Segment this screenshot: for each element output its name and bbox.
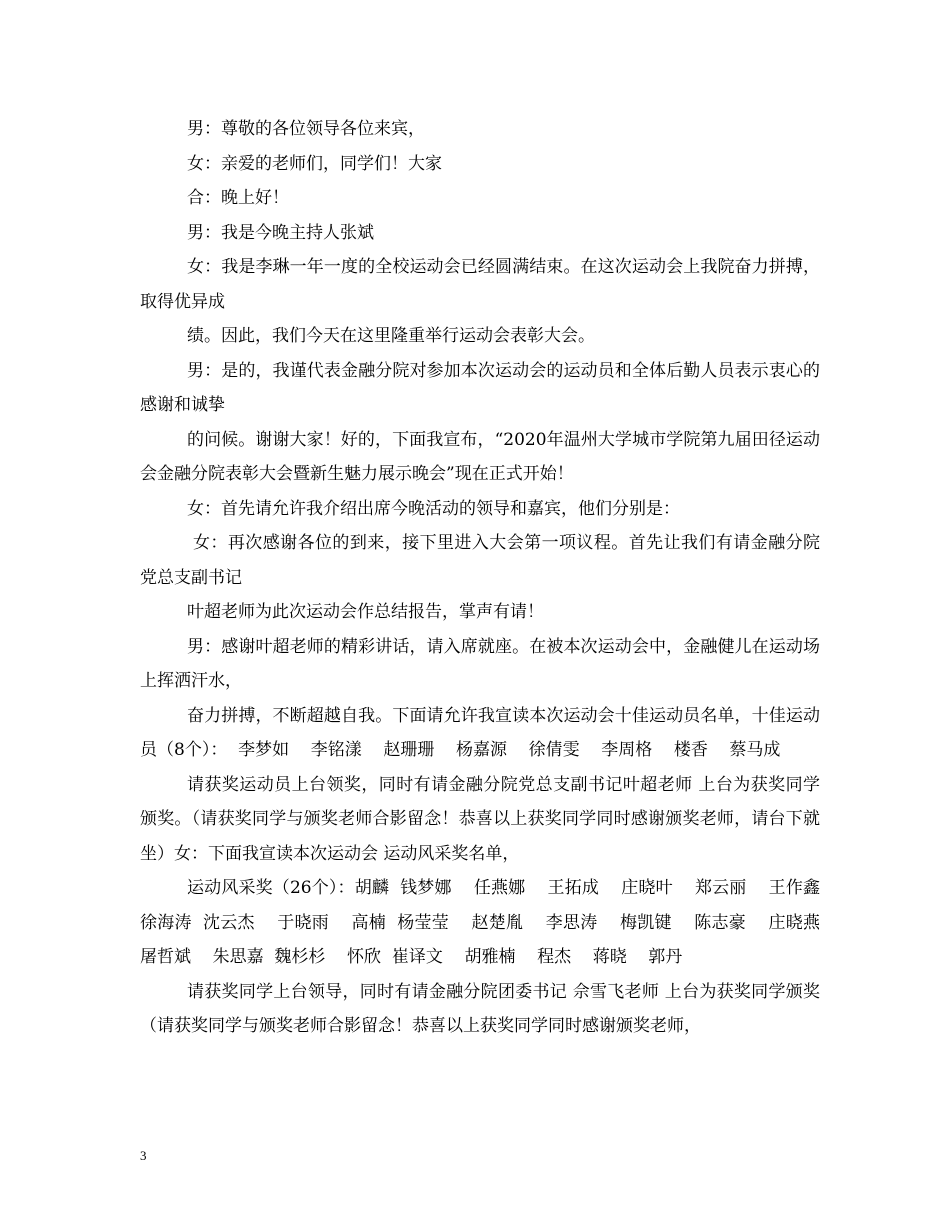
paragraph-5: 女：我是李琳一年一度的全校运动会已经圆满结束。在这次运动会上我院奋力拼搏，取得优异成	[140, 257, 820, 312]
paragraph-13: 奋力拼搏，不断超越自我。下面请允许我宣读本次运动会十佳运动员名单，十佳运动员（8个）： 李梦如 李铭漾 赵珊珊 杨嘉源 徐倩雯 李周格 楼香 蔡马成	[140, 705, 820, 760]
paragraph-3: 合：晚上好！	[187, 188, 289, 208]
paragraph-11: 叶超老师为此次运动会作总结报告，掌声有请！	[187, 602, 544, 622]
paragraph-12: 男：感谢叶超老师的精彩讲话，请入席就座。在被本次运动会中，金融健儿在运动场上挥洒汗水，	[140, 636, 820, 691]
paragraph-7: 男：是的，我谨代表金融分院对参加本次运动会的运动员和全体后勤人员表示衷心的感谢和诚挚	[140, 360, 820, 415]
paragraph-2: 女：亲爱的老师们，同学们！大家	[187, 153, 442, 174]
paragraph-16: 请获奖同学上台领导，同时有请金融分院团委书记 佘雪飞老师 上台为获奖同学颁奖（请获奖同学与颁奖老师合影留念！恭喜以上获奖同学同时感谢颁奖老师，	[140, 981, 820, 1036]
document-body	[140, 112, 842, 1044]
paragraph-8: 的问候。谢谢大家！好的，下面我宣布，“2020年温州大学城市学院第九届田径运动会金融分院表彰大会暨新生魅力展示晚会”现在正式开始！	[140, 429, 820, 484]
page-number: 3	[140, 1148, 147, 1163]
paragraph-15: 运动风采奖（26个）：胡麟 钱梦娜 任燕娜 王拓成 庄晓叶 郑云丽 王作鑫 徐海涛 沈云杰 于晓雨 高楠 杨莹莹 赵楚胤 李思涛 梅凯键 陈志豪 庄晓燕 屠哲斌 朱思嘉 魏杉杉 怀欣 崔译文 胡雅楠 程杰 蒋晓 郭丹	[140, 878, 842, 967]
paragraph-4: 男：我是今晚主持人张斌	[187, 222, 374, 243]
paragraph-1: 男：尊敬的各位领导各位来宾，	[187, 119, 425, 139]
paragraph-9: 女：首先请允许我介绍出席今晚活动的领导和嘉宾，他们分别是：	[187, 498, 680, 519]
paragraph-14: 请获奖运动员上台领奖，同时有请金融分院党总支副书记叶超老师 上台为获奖同学颁奖。（请获奖同学与颁奖老师合影留念！恭喜以上获奖同学同时感谢颁奖老师，请台下就坐）女：下面我宣读本次运动会 运动风采奖名单，	[140, 774, 820, 864]
paragraph-10: 女：再次感谢各位的到来，接下里进入大会第一项议程。首先让我们有请金融分院党总支副书记	[140, 533, 820, 588]
paragraph-6: 绩。因此，我们今天在这里隆重举行运动会表彰大会。	[187, 326, 595, 346]
